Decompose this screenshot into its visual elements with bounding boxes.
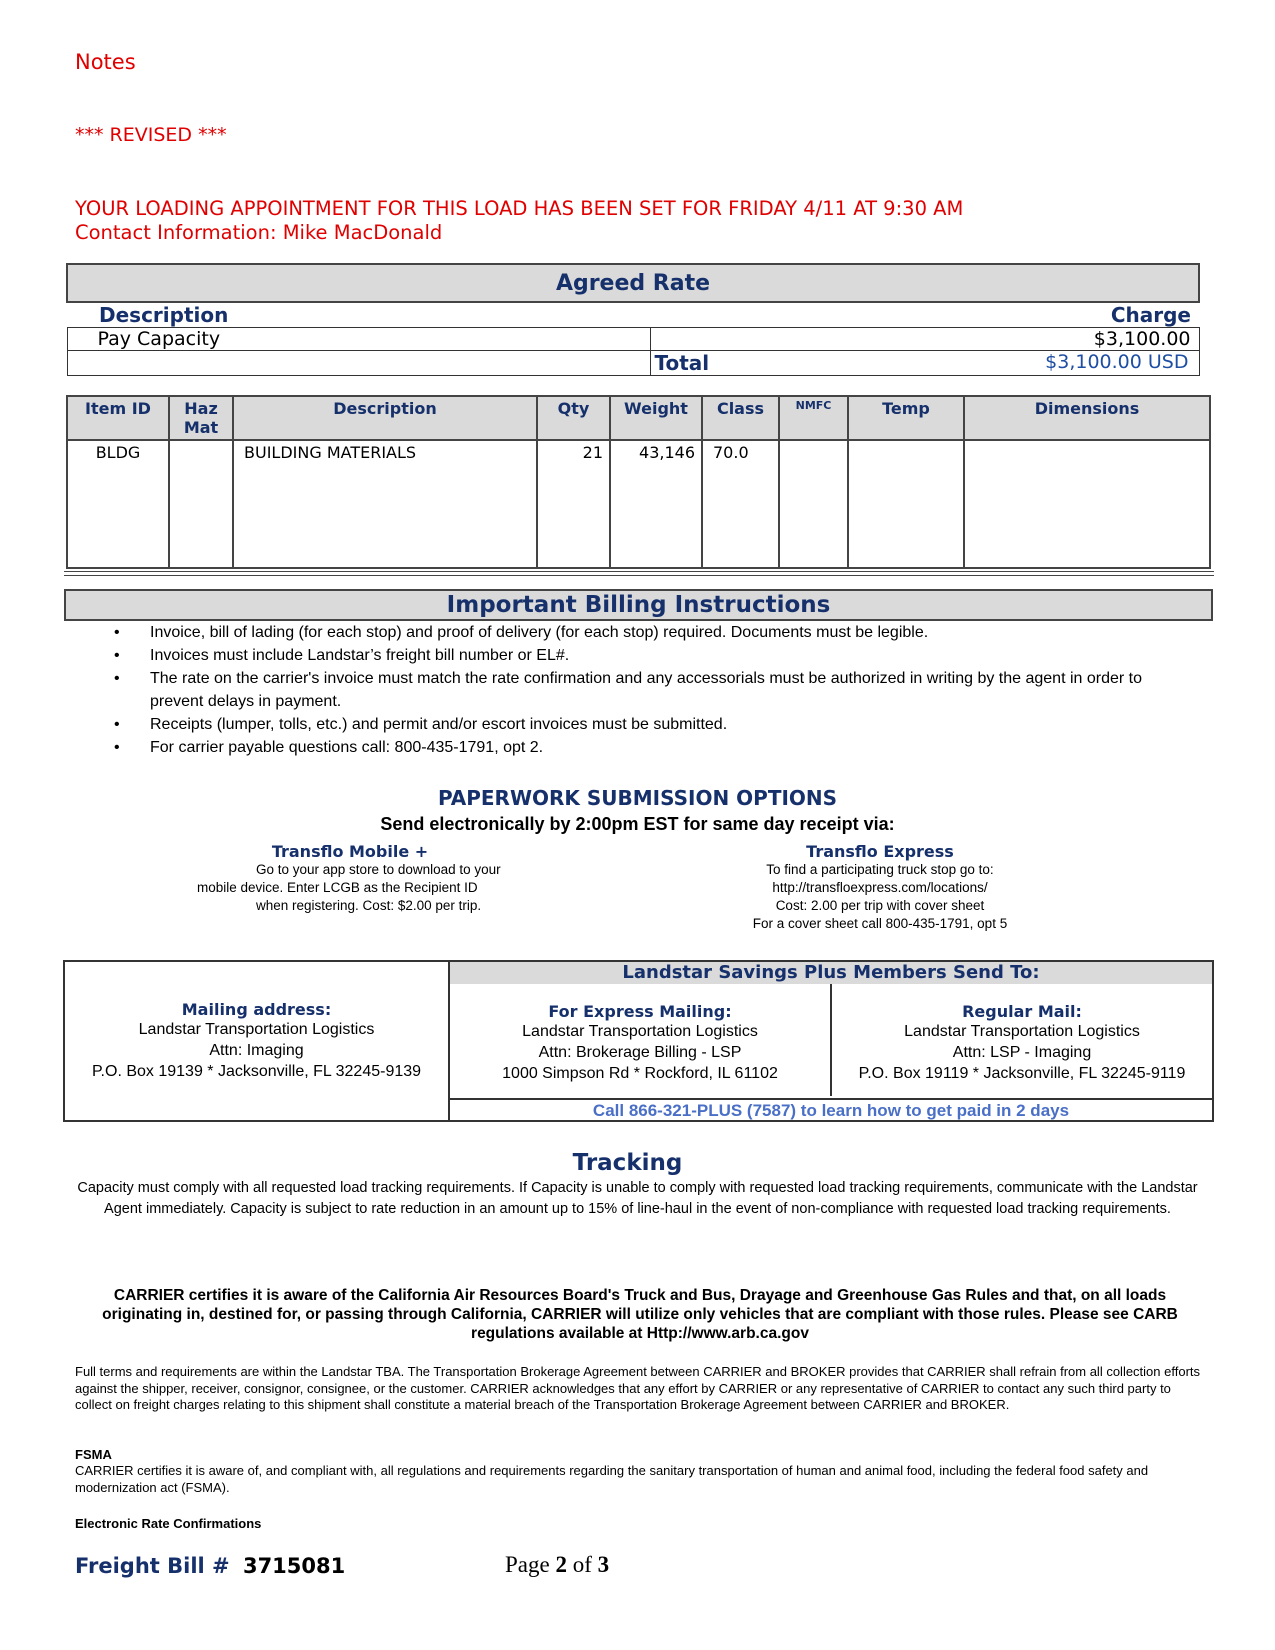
billing-list	[110, 621, 1170, 759]
tracking-title: Tracking	[572, 1150, 683, 1176]
express-mailing-line2: Attn: Brokerage Billing - LSP	[538, 1044, 742, 1061]
col-item-id: Item ID	[67, 396, 169, 440]
page-total: 3	[597, 1552, 610, 1577]
paperwork-title: PAPERWORK SUBMISSION OPTIONS	[437, 786, 838, 810]
contact-text: Contact Information: Mike MacDonald	[75, 221, 443, 244]
agreed-rate-title: Agreed Rate	[67, 264, 1199, 302]
col-haz-mat: Haz Mat	[169, 396, 233, 440]
mailing-line1: Landstar Transportation Logistics	[138, 1021, 375, 1038]
list-item: • For carrier payable questions call: 800-435-1791, opt 2.	[110, 736, 1170, 759]
total-value: $3,100.00 USD	[1045, 351, 1189, 373]
cell-dimensions	[964, 440, 1210, 568]
cell-nmfc	[779, 440, 848, 568]
cell-temp	[848, 440, 964, 568]
charge-header: Charge	[1110, 303, 1191, 327]
agreed-rate-table	[66, 263, 1200, 376]
express-line2: http://transfloexpress.com/locations/	[772, 880, 988, 895]
cell-qty: 21	[537, 440, 610, 568]
terms-text: Full terms and requirements are within the Landstar TBA. The Transportation Brokerage Agreement between CARRIER and BROKER provides that CARRIER shall refrain from all collection efforts against the shipper, receiver, consignor, consignee, or the customer. CARRIER acknowledges that any effort by CARRIER or any representative of CARRIER to contact any such third party to collect on freight charges relating to this shipment shall constitute a material breach of the Transportation Brokerage Agreement between CARRIER and BROKER.	[75, 1364, 1201, 1412]
mailing-line2: Attn: Imaging	[209, 1042, 304, 1059]
page-of: of	[572, 1552, 592, 1577]
cell-class: 70.0	[702, 440, 779, 568]
erc-title: Electronic Rate Confirmations	[75, 1516, 262, 1531]
col-class: Class	[702, 396, 779, 440]
total-cell	[650, 351, 1199, 376]
mailing-line3: P.O. Box 19139 * Jacksonville, FL 32245-9139	[91, 1063, 422, 1080]
freight-bill-label: Freight Bill #	[75, 1554, 230, 1578]
list-item: • Receipts (lumper, tolls, etc.) and permit and/or escort invoices must be submitted.	[110, 713, 1170, 736]
regular-mail-title: Regular Mail:	[962, 1002, 1082, 1021]
billing-title: Important Billing Instructions	[64, 589, 1213, 621]
freight-bill	[75, 1554, 345, 1578]
tracking-text: Capacity must comply with all requested load tracking requirements. If Capacity is unable to comply with requested load tracking requirements, communicate with the Landstar Agent immediately. Capacity is subject to rate reduction in an amount up to 15% of line-haul in the event of non-compliance with requested load tracking requirements.	[77, 1180, 1198, 1217]
paperwork-subtitle: Send electronically by 2:00pm EST for same day receipt via:	[380, 814, 895, 834]
freight-bill-number: 3715081	[242, 1554, 346, 1578]
total-spacer	[67, 351, 650, 376]
cell-item-id: BLDG	[67, 440, 169, 568]
regular-mail-cell	[832, 984, 1212, 1096]
regular-mail-line1: Landstar Transportation Logistics	[904, 1023, 1140, 1040]
express-mailing-title: For Express Mailing:	[548, 1002, 732, 1021]
fsma-title: FSMA	[75, 1447, 112, 1462]
lsp-header: Landstar Savings Plus Members Send To:	[450, 962, 1212, 984]
col-nmfc: NMFC	[779, 396, 848, 440]
col-dimensions: Dimensions	[964, 396, 1210, 440]
page-number	[505, 1552, 609, 1578]
line-description: Pay Capacity	[67, 328, 650, 351]
express-line1: To find a participating truck stop go to:	[766, 862, 994, 877]
mailing-title: Mailing address:	[181, 1000, 332, 1019]
fsma-text: CARRIER certifies it is aware of, and compliant with, all regulations and requirements regarding the sanitary transportation of human and animal food, including the federal food safety and modernization act (FSMA).	[75, 1463, 1149, 1495]
cell-haz-mat	[169, 440, 233, 568]
notes-title: Notes	[75, 50, 136, 74]
express-mailing-line1: Landstar Transportation Logistics	[522, 1023, 758, 1040]
list-item: • Invoice, bill of lading (for each stop) and proof of delivery (for each stop) required. Documents must be legible.	[110, 621, 1170, 644]
col-description: Description	[233, 396, 537, 440]
carb-statement: CARRIER certifies it is aware of the California Air Resources Board's Truck and Bus, Drayage and Greenhouse Gas Rules and that, on all loads originating in, destined for, or passing through California, CARRIER will utilize only vehicles that are compliant with those rules. Please see CARB regulations available at Http://www.arb.ca.gov	[102, 1287, 1178, 1342]
mobile-line1: Go to your app store to download to your	[256, 862, 501, 877]
col-temp: Temp	[848, 396, 964, 440]
page-prefix: Page	[505, 1552, 550, 1577]
mailing-table	[63, 960, 1214, 1122]
appointment-text: YOUR LOADING APPOINTMENT FOR THIS LOAD HAS BEEN SET FOR FRIDAY 4/11 AT 9:30 AM	[75, 197, 964, 220]
cell-description: BUILDING MATERIALS	[233, 440, 537, 568]
list-item: • Invoices must include Landstar’s freight bill number or EL#.	[110, 644, 1170, 667]
line-charge: $3,100.00	[650, 328, 1199, 351]
col-weight: Weight	[610, 396, 702, 440]
express-mailing-line3: 1000 Simpson Rd * Rockford, IL 61102	[502, 1065, 778, 1082]
col-qty: Qty	[537, 396, 610, 440]
regular-mail-line3: P.O. Box 19119 * Jacksonville, FL 32245-9119	[858, 1065, 1186, 1082]
table-row	[67, 440, 1210, 568]
list-item: • The rate on the carrier's invoice must match the rate confirmation and any accessorials must be authorized in writing by the agent in order to prevent delays in payment.	[110, 667, 1170, 713]
transflo-mobile-option	[150, 842, 550, 915]
express-line3: Cost: 2.00 per trip with cover sheet	[775, 898, 985, 913]
description-header: Description	[99, 303, 229, 327]
page-current: 2	[555, 1552, 567, 1577]
mobile-line2: mobile device. Enter LCGB as the Recipient ID	[197, 880, 478, 895]
transflo-express-option	[680, 842, 1080, 933]
regular-mail-line2: Attn: LSP - Imaging	[952, 1044, 1092, 1061]
items-table	[66, 395, 1211, 569]
double-rule	[64, 571, 1214, 576]
transflo-express-title: Transflo Express	[806, 842, 954, 861]
mailing-address-cell	[65, 962, 450, 1120]
appointment-notes	[75, 197, 963, 245]
total-label: Total	[654, 351, 710, 375]
mobile-line3: when registering. Cost: $2.00 per trip.	[256, 898, 482, 913]
express-line4: For a cover sheet call 800-435-1791, opt 5	[752, 916, 1008, 931]
transflo-mobile-title: Transflo Mobile +	[271, 842, 429, 861]
call-plus-line: Call 866-321-PLUS (7587) to learn how to get paid in 2 days	[450, 1098, 1212, 1122]
revised-notice: *** REVISED ***	[75, 124, 227, 146]
express-mailing-cell	[450, 984, 832, 1096]
cell-weight: 43,146	[610, 440, 702, 568]
